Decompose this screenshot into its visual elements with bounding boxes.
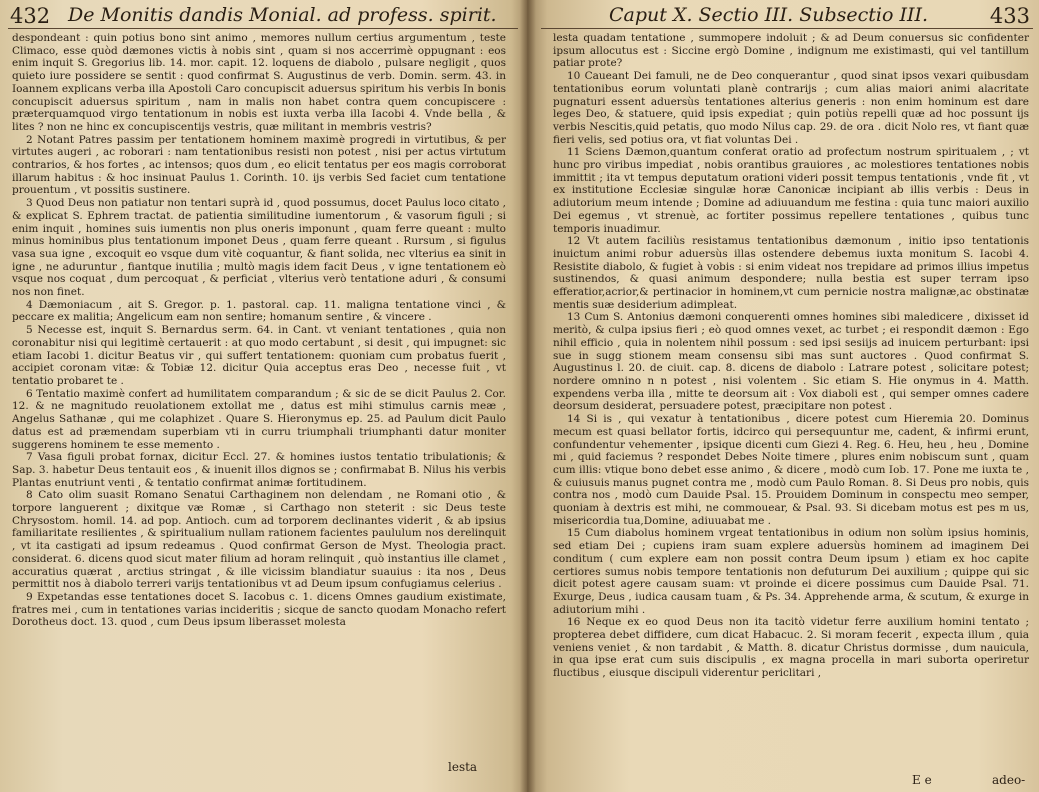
paragraph: 13 Cum S. Antonius dæmoni conquerenti omnes homines sibi maledicere , dixisset id meritò, & culpa ipsius fieri ; eò quod omnes vexet, ac turbet ; ei respondit dæmon : Ego nihil efficio , quia in nolentem nihil possum : sed ipsi sesiijs ad inuicem perturbant: ipsi sue in sugg stionem meam consensu sibi mas sunt auctores . Quod confirmat S. Augustinus l. 20. de ciuit. cap. 8. dicens de diabolo : Latrare potest , solicitare potest; nordere omnino n n potest , nisi volentem . Sic etiam S. Hie onymus in 4. Matth. expendens verba illa , mitte te deorsum ait : Vox diaboli est , qui semper omnes cadere deorsum desiderat, persuadere potest, præcipitare non potest .: [553, 311, 1029, 413]
left-page-number: 432: [10, 4, 51, 28]
paragraph: 6 Tentatio maximè confert ad humilitatem comparandum ; & sic de se dicit Paulus 2. Cor. 12. & ne magnitudo reuolationem extollat me , datus est mihi stimulus carnis meæ , Angelus Sathanæ , qui me colaphizet . Quare S. Hieronymus ep. 25. ad Paulum dicit Paulo datus est ad præmendam superbiam vti in curru triumphali triumphanti datur moniter suggerens hominem te esse memento .: [12, 387, 506, 451]
right-page-number: 433: [989, 4, 1030, 28]
paragraph: 7 Vasa figuli probat fornax, dicitur Eccl. 27. & homines iustos tentatio tribulationis; & Sap. 3. habetur Deus tentauit eos , & inuenit illos dignos se ; confirmabat B. Nilus his verbis Plantas enutriunt venti , & tentatio confirmat animæ fortitudinem.: [12, 451, 506, 489]
right-header-rule: [541, 28, 1033, 29]
paragraph: 14 Si is , qui vexatur à tentationibus , dicere potest cum Hieremia 20. Dominus mecum est quasi bellator fortis, idcirco qui persequuntur me, cadent, & infirmi erunt, confundentur vehementer , ipsique dicenti cum Giezi 4. Reg. 6. Heu, heu , heu , Domine mi , quid faciemus ? respondet Debes Noite timere , plures enim nobiscum sunt , quam cum illis: vtique bono debet esse animo , & dicere , modò cum Iob. 17. Pone me iuxta te , & cuiusuis manus pugnet contra me , modò cum Paulo Roman. 8. Si Deus pro nobis, quis contra nos , modò cum Dauide Psal. 15. Prouidem Dominum in conspectu meo semper, quoniam à dextris est mihi, ne commouear, & Psal. 93. Si dicebam motus est pes m us, misericordia tua,Domine, adiuuabat me .: [553, 413, 1029, 527]
right-running-head: Caput X. Sectio III. Subsectio III.: [609, 4, 929, 26]
paragraph: lesta quadam tentatione , summopere indoluit ; & ad Deum conuersus sic confidenter ipsum allocutus est : Siccine ergò Domine , indignum me existimasti, qui vel tantillum patiar prote?: [553, 32, 1029, 70]
book-gutter: [520, 0, 536, 792]
left-header-rule: [8, 28, 518, 29]
left-running-head: De Monitis dandis Monial. ad profess. spirit.: [68, 4, 497, 26]
paragraph: 15 Cum diabolus hominem vrgeat tentationibus in odium non solùm ipsius hominis, sed etiam Dei ; cupiens iram suam explere aduersùs hominem ad imaginem Dei conditum ( cum explere eam non possit contra Deum ipsum ) etiam ex hoc capite certiores sumus nobis tempore tentationis non defuturum Dei auxilium ; quippe qui sic dicit potest agere causam suam: vt proinde ei dicere possimus cum Dauide Psal. 71. Exurge, Deus , iudica causam tuam , & Ps. 34. Apprehende arma, & scutum, & exurge in adiutorium mihi .: [553, 527, 1029, 616]
paragraph: 4 Dæmoniacum , ait S. Gregor. p. 1. pastoral. cap. 11. maligna tentatione vinci , & peccare ex malitia; Angelicum eam non sentire; homanum sentire , & vincere .: [12, 298, 506, 324]
right-page: [527, 0, 1039, 792]
paragraph: 8 Cato olim suasit Romano Senatui Carthaginem non delendam , ne Romani otio , & torpore languerent ; dixitque væ Romæ , si Carthago non steterit : sic Deus teste Chrysostom. homil. 14. ad pop. Antioch. cum ad torporem declinantes viderit , & ab ipsius familiaritate resilientes , & spiritualium nullam rationem facientes paululum nos derelinquit , vt ita castigati ad ipsum redeamus . Quod confirmat Gerson de Myst. Theologia pract. considerat. 6. dicens quod sicut mater filium ad horam relinquit , quò instantius ille clamet , accuratius quærat , arctius stringat , & ille vicissim blandiatur suauius : ita nos , Deus permittit nos à diabolo terreri varijs tentationibus vt ad Deum ipsum confugiamus celerius .: [12, 489, 506, 591]
paragraph: despondeant : quin potius bono sint animo , memores nullum certius argumentum , teste Climaco, esse quòd dæmones victis à nobis sint , quam si nos accerrimè oppugnant : eos enim inquit S. Gregorius lib. 14. mor. capit. 12. loquens de diabolo , pulsare negligit , quos quieto iure possidere se sentit : quod confirmat S. Augustinus de verb. Domin. serm. 43. in Ioannem explicans verba illa Apostoli Caro concupiscit aduersus spiritum his verbis In bonis concupiscit aduersus spiritum , nam in malis non habet contra quem concupiscere : præterquamquod virgo tentationum in nobis est iuxta verba illa Iacobi 4. Vnde bella , & lites ? non ne hinc ex concupiscentijs vestris, quæ militant in membris vestris?: [12, 32, 506, 133]
right-page-header: [545, 4, 1030, 30]
paragraph: 12 Vt autem faciliùs resistamus tentationibus dæmonum , initio ipso tentationis inuictum animi robur aduersùs illas ostendere debemus iuxta monitum S. Iacobi 4. Resistite diabolo, & fugiet à vobis : si enim videat nos trepidare ad primos illius impetus sustinendos, & quasi animum despondere; nulla bestia est super terram ipso efferatior,acrior,& pertinacior in hominem,vt cum pernicie nostra malignæ,ac obstinatæ mentis suæ desiderium adimpleat.: [553, 235, 1029, 311]
paragraph: 10 Caueant Dei famuli, ne de Deo conquerantur , quod sinat ipsos vexari quibusdam tentationibus eorum voluntati planè contrarijs ; cum alias maiori animi alacritate pugnaturi essent aduersùs tentationes alterius generis : non enim hominum est dare leges Deo, & statuere, quid ipsis expediat ; quin potiùs repelli quæ ad hoc possunt ijs verbis Nescitis,quid petatis, quo modo Nilus cap. 29. de ora . dicit Nolo res, vt fiant quæ fieri velis, sed potius ora, vt fiat voluntas Dei .: [553, 70, 1029, 146]
right-page-body: [553, 32, 1029, 680]
left-page-header: [10, 4, 515, 30]
paragraph: 16 Neque ex eo quod Deus non ita tacitò videtur ferre auxilium homini tentato ; propterea debet diffidere, cum dicat Habacuc. 2. Si moram fecerit , expecta illum , quia veniens veniet , & non tardabit , & Matth. 8. dicatur Christus dormisse , dum nauicula, in qua ipse erat cum suis discipulis , ex magna procella in mari suborta operiretur fluctibus , eiusque discipuli viderentur periclitari ,: [553, 616, 1029, 680]
paragraph: 9 Expetandas esse tentationes docet S. Iacobus c. 1. dicens Omnes gaudium existimate, fratres mei , cum in tentationes varias incideritis ; sicque de sancto quodam Monacho refert Dorotheus doct. 13. quod , cum Deus ipsum liberasset molesta: [12, 590, 506, 629]
right-catchword: adeo-: [992, 773, 1026, 787]
signature-mark: E e: [912, 773, 932, 787]
paragraph: 2 Notant Patres passim per tentationem hominem maximè progredi in virtutibus, & per virtutes augeri , ac roborari : nam tentationibus resisti non potest , nisi per actus virtutum contrarios, & hos fortes , ac intensos; quos dum , eo elicit tentatus per eos magis corroborat illarum habitus : & hoc insinuat Paulus 1. Corinth. 10. ijs verbis Sed faciet cum tentatione prouentum , vt possitis sustinere.: [12, 133, 506, 197]
paragraph: 11 Sciens Dæmon,quantum conferat oratio ad profectum nostrum spiritualem , ; vt hunc pro viribus impediat , nobis orantibus grauiores , ac molestiores tentationes nobis immittit ; ita vt tempus deputatum orationi videri possit tempus tentationis , vnde fit , vt ex institutione Ecclesiæ singulæ horæ Canonicæ incipiant ab illis verbis : Deus in adiutorium meum intende ; Domine ad adiuuandum me festina : quia tunc maiori auxilio Dei egemus , vt strenuè, ac fortiter possimus repellere tentationes , quibus tunc temporis inuadimur.: [553, 146, 1029, 235]
left-page-body: [12, 32, 506, 629]
paragraph: 3 Quod Deus non patiatur non tentari suprà id , quod possumus, docet Paulus loco citato , & explicat S. Ephrem tractat. de patientia similitudine iumentorum , & vasorum figuli ; si enim inquit , homines suis iumentis non plus oneris imponunt , quam ferre queant : multo minus hominibus plus tentationum imponet Deus , quam ferre queant . Rursum , si figulus vasa sua igne , excoquit eo vsque dum vitè coquantur, & fiant solida, nec vlterius ea sinit in igne , ne aduruntur , fiantque inutilia ; multò magis idem facit Deus , v igne tentationem eò vsque nos coquat , dum percoquat , & perficiat , vlterius verò tentatione aduri , & consumi nos non finet.: [12, 197, 506, 299]
left-catchword: lesta: [448, 760, 478, 774]
paragraph: 5 Necesse est, inquit S. Bernardus serm. 64. in Cant. vt veniant tentationes , quia non coronabitur nisi qui legitimè certauerit : at quo modo certabunt , si desit , qui impugnet: sic etiam Iacobi 1. dicitur Beatus vir , qui suffert tentationem: quoniam cum probatus fuerit , accipiet coronam vitæ: & Tobiæ 12. dicitur Quia acceptus eras Deo , necesse fuit , vt tentatio probaret te .: [12, 324, 506, 387]
